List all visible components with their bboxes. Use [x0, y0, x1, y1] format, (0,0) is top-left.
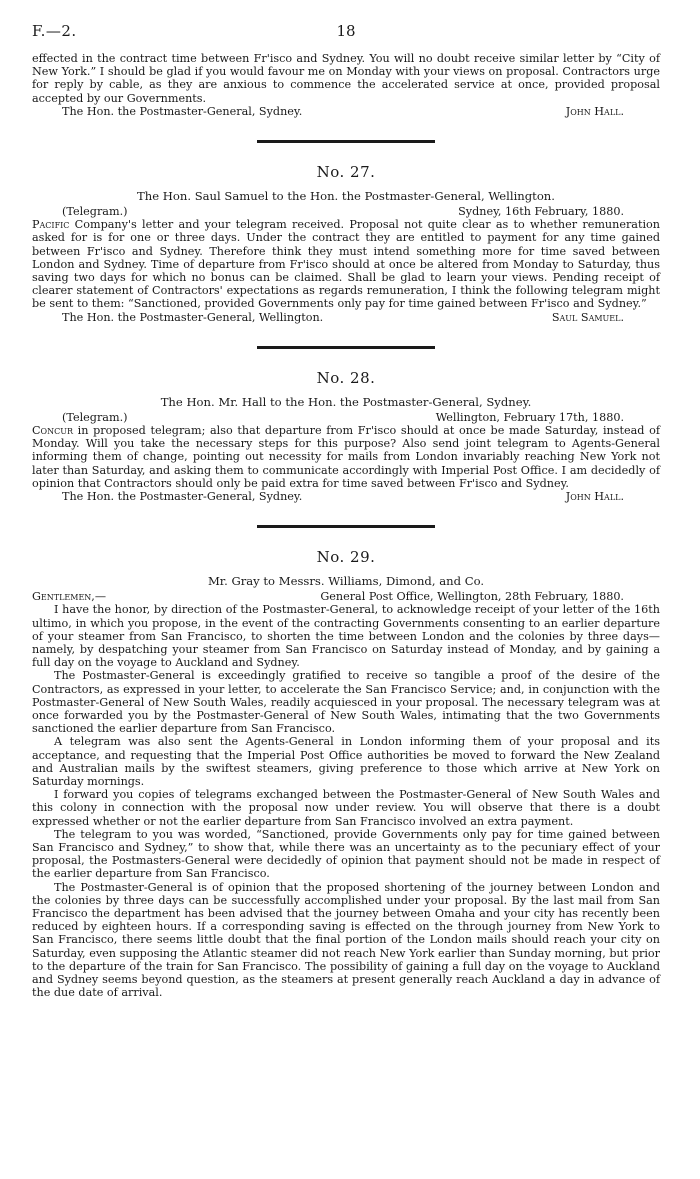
addressee: The Hon. the Postmaster-General, Sydney.	[62, 490, 303, 503]
telegram-meta	[32, 205, 660, 218]
letter-subtitle: The Hon. Mr. Hall to the Hon. the Postmaster-General, Sydney.	[160, 394, 532, 409]
closing-line	[32, 105, 660, 118]
page-number: 18	[336, 22, 356, 40]
letter-date: General Post Office, Wellington, 28th February, 1880.	[320, 590, 624, 604]
paragraph: The Postmaster-General is of opinion that the proposed shortening of the journey between London and the colonies by three days can be successfully accomplished under your proposal. By the last mail from San Francisco the department has been advised that the journey between Omaha and your city has recently been reduced by eighteen hours. If a corresponding saving is effected on the through journey from New York to San Francisco, there seems little doubt that the final portion of the London mails should reach your city on Saturday, even supposing the Atlantic steamer did not reach New York earlier than Sunday morning, but prior to the departure of the train for San Francisco. The possibility of gaining a full day on the voyage to Auckland and Sydney seems beyond question, as the steamers at present generally reach Auckland a day in advance of the due date of arrival.	[32, 880, 660, 1000]
letter-no-27	[32, 163, 660, 324]
body-text: in proposed telegram; also that departure from Fr'isco should at once be made Saturday, instead of Monday. Will you take the necessary steps for this purpose? Also send joint telegram to Agents-General informing them of change, pointing out necessity for mails from London invariably reaching New York not later than Saturday, and asking them to communicate accordingly with Imperial Post Office. I am decidedly of opinion that Contractors should only be paid extra for time saved between Fr'isco and Sydney.	[32, 423, 660, 490]
paragraph: The Postmaster-General is exceedingly gratified to receive so tangible a proof of the desire of the Contractors, as expressed in your letter, to accelerate the San Francisco Service; and, in conjunction with the Postmaster-General of New South Wales, readily acquiesced in your proposal. The necessary telegram was at once forwarded you by the Postmaster-General of New South Wales, intimating that the two Governments sanctioned the earlier departure from San Francisco.	[32, 669, 660, 736]
letter-no-28	[32, 369, 660, 503]
letter-body	[32, 424, 660, 490]
lead-word: Concur	[32, 423, 74, 437]
letter-body	[32, 218, 660, 310]
paragraph: The telegram to you was worded, “Sanctioned, provide Governments only pay for time gained between San Francisco and Sydney,” to show that, while there was an uncertainty as to the pecuniary effect of your proposal, the Postmasters-General were decidedly of opinion that payment should not be made in respect of the earlier departure from San Francisco.	[32, 827, 660, 881]
signature: John Hall.	[565, 490, 624, 503]
paragraph: A telegram was also sent the Agents-General in London informing them of your proposal and its acceptance, and requesting that the Imperial Post Office authorities be moved to forward the New Zealand and Australian mails by the swiftest steamers, giving preference to those which arrive at New York on Saturday mornings.	[32, 735, 660, 789]
section-divider	[257, 140, 435, 143]
letter-type: (Telegram.)	[62, 205, 128, 218]
closing-line	[32, 490, 660, 503]
lead-word: Pacific	[32, 218, 70, 232]
signature: Saul Samuel.	[551, 310, 624, 324]
section-divider	[257, 346, 435, 349]
section-divider	[257, 525, 435, 528]
letter-body: effected in the contract time between Fr'isco and Sydney. You will no doubt receive similar letter by “City of New York.” I should be glad if you would favour me on Monday with your views on proposal. Contractors urge for reply by cable, as they are anxious to commence the accelerated service at once, provided proposal accepted by our Governments.	[32, 52, 660, 105]
letter-number: No. 28.	[316, 368, 376, 387]
paragraph: I forward you copies of telegrams exchanged between the Postmaster-General of New South Wales and this colony in connection with the proposal now under review. You will observe that there is a doubt expressed whether or not the earlier departure from San Francisco involved an extra payment.	[32, 788, 660, 828]
paper-reference: F.—2.	[32, 22, 77, 40]
document-page	[32, 22, 660, 999]
letter-date: Sydney, 16th February, 1880.	[458, 205, 624, 218]
letter-type: (Telegram.)	[62, 410, 128, 424]
paragraph: I have the honor, by direction of the Postmaster-General, to acknowledge receipt of your letter of the 16th ultimo, in which you propose, in the event of the contracting Governments consenting to an earlier departure of your steamer from San Francisco, to shorten the time between London and the colonies by three days—namely, by despatching your steamer from San Francisco on Saturday instead of Monday, and by gaining a full day on the voyage to Auckland and Sydney.	[32, 603, 660, 670]
letter-no-29	[32, 548, 660, 999]
addressee: The Hon. the Postmaster-General, Wellington.	[62, 310, 324, 324]
letter-number: No. 29.	[316, 548, 376, 567]
letter-meta	[32, 590, 660, 603]
letter-subtitle: Mr. Gray to Messrs. Williams, Dimond, and Co.	[207, 574, 485, 589]
closing-line	[32, 311, 660, 324]
body-text: Company's letter and your telegram received. Proposal not quite clear as to whether remuneration asked for is for one or three days. Under the contract they are entitled to payment for any time gained between Fr'isco and Sydney. Therefore think they must intend something more for time saved between London and Sydney. Time of departure from Fr'isco should at once be altered from Monday to Saturday, thus saving two days for which no bonus can be claimed. Shall be glad to learn your views. Pending receipt of clearer statement of Contractors' expectations as regards remuneration, I think the following telegram might be sent to them: “Sanctioned, provided Governments only pay for time gained between Fr'isco and Sydney.”	[32, 218, 660, 311]
telegram-meta	[32, 411, 660, 424]
addressee: The Hon. the Postmaster-General, Sydney.	[62, 104, 303, 118]
letter-continuation	[32, 52, 660, 118]
page-header	[32, 22, 660, 52]
letter-date: Wellington, February 17th, 1880.	[435, 410, 624, 424]
letter-number: No. 27.	[316, 163, 376, 181]
signature: John Hall.	[565, 104, 624, 118]
salutation: Gentlemen,—	[32, 590, 107, 604]
letter-subtitle: The Hon. Saul Samuel to the Hon. the Postmaster-General, Wellington.	[137, 189, 555, 203]
